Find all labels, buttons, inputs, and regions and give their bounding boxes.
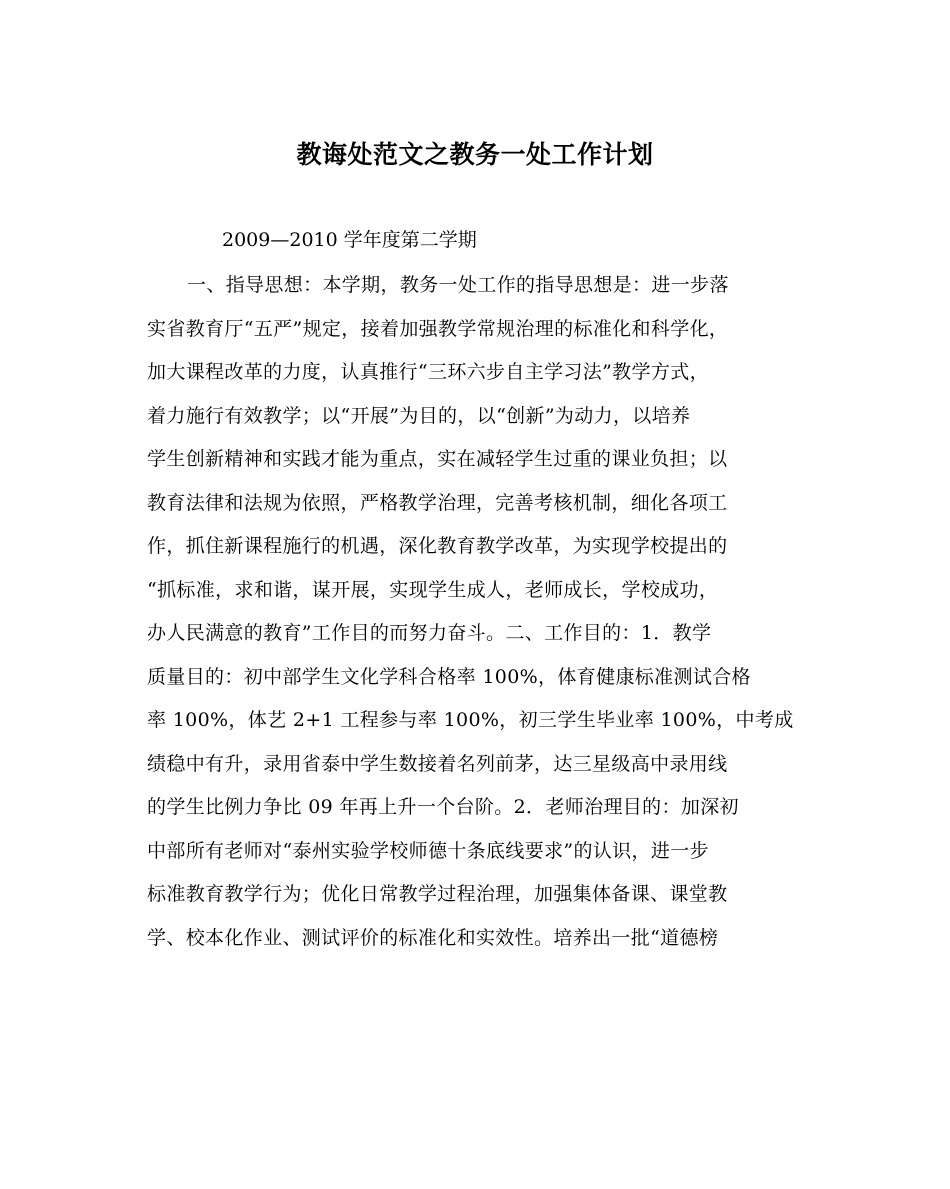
body-line: 绩稳中有升，录用省泰中学生数接着名列前茅，达三星级高中录用线 (147, 752, 728, 775)
body-line: 着力施行有效教学；以“开展”为目的，以“创新”为动力，以培养 (147, 404, 691, 427)
document-body (147, 270, 807, 966)
body-line: 学、校本化作业、测试评价的标准化和实效性。培养出一批“道德榜 (147, 926, 719, 949)
body-line: 学生创新精神和实践才能为重点，实在减轻学生过重的课业负担；以 (147, 448, 728, 470)
body-line: 实省教育厅“五严”规定，接着加强教学常规治理的标准化和科学化， (147, 317, 729, 340)
document-subtitle: 2009—2010 学年度第二学期 (222, 229, 477, 251)
body-line: 教育法律和法规为依照，严格教学治理，完善考核机制，细化各项工 (147, 491, 728, 514)
body-line: 率 100%，体艺 2+1 工程参与率 100%，初三学生毕业率 100%，中考成 (147, 709, 794, 731)
body-line: 质量目的：初中部学生文化学科合格率 100%，体育健康标准测试合格 (147, 665, 751, 688)
body-line: 办人民满意的教育”工作目的而努力奋斗。二、工作目的：1．教学 (147, 622, 712, 644)
body-line: 加大课程改革的力度，认真推行“三环六步自主学习法”教学方式， (147, 361, 709, 383)
body-line: “抓标准，求和谐，谋开展，实现学生成人，老师成长，学校成功， (147, 578, 719, 601)
body-line: 作，抓住新课程施行的机遇，深化教育教学改革，为实现学校提出的 (147, 535, 728, 557)
body-line: 一、指导思想：本学期，教务一处工作的指导思想是：进一步落 (187, 274, 729, 296)
document-title: 教诲处范文之教务一处工作计划 (296, 140, 654, 169)
body-line: 中部所有老师对“泰州实验学校师德十条底线要求”的认识，进一步 (147, 839, 709, 862)
body-line: 标准教育教学行为；优化日常教学过程治理，加强集体备课、课堂教 (147, 883, 728, 905)
body-line: 的学生比例力争比 09 年再上升一个台阶。2．老师治理目的：加深初 (147, 796, 739, 818)
